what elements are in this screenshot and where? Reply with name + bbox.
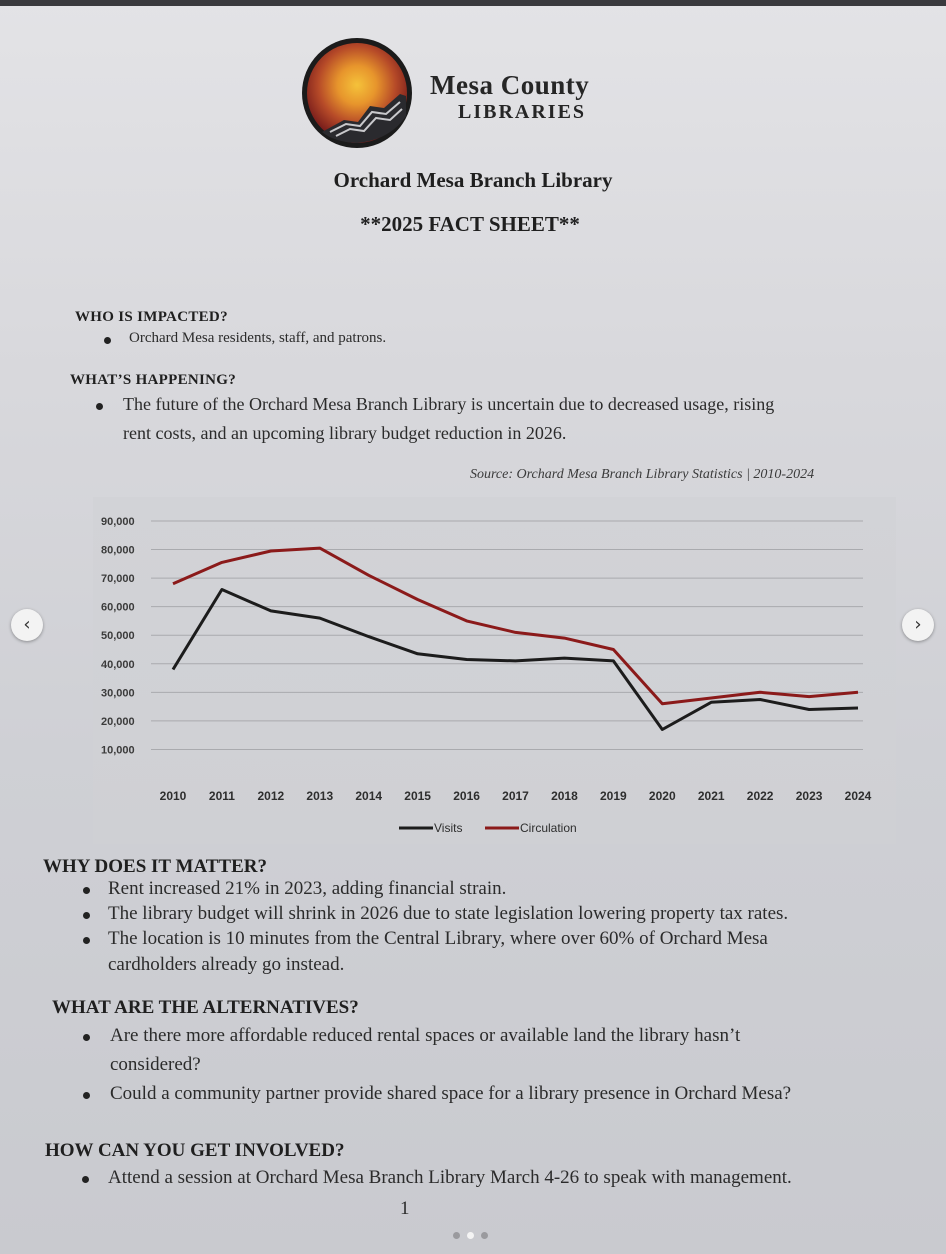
bullet-dot bbox=[83, 1034, 90, 1041]
bullet-dot bbox=[82, 1176, 89, 1183]
page-subtitle: **2025 FACT SHEET** bbox=[360, 212, 580, 236]
bullet-dot bbox=[96, 403, 103, 410]
y-tick-label: 50,000 bbox=[101, 630, 135, 643]
who-heading: WHO IS IMPACTED? bbox=[75, 309, 228, 325]
page-title: Orchard Mesa Branch Library bbox=[333, 168, 613, 192]
page-number: 1 bbox=[400, 1198, 410, 1219]
x-tick-label: 2016 bbox=[453, 789, 480, 803]
bullet-dot bbox=[83, 937, 90, 944]
x-tick-label: 2014 bbox=[355, 789, 383, 803]
alternatives-heading: WHAT ARE THE ALTERNATIVES? bbox=[52, 997, 359, 1018]
y-tick-label: 40,000 bbox=[101, 658, 135, 671]
y-tick-label: 10,000 bbox=[101, 744, 135, 757]
legend-label: Circulation bbox=[520, 821, 577, 835]
y-tick-label: 20,000 bbox=[101, 715, 135, 728]
x-tick-label: 2010 bbox=[159, 789, 187, 803]
what-bullet-line2: rent costs, and an upcoming library budget reduction in 2026. bbox=[123, 423, 567, 443]
x-tick-label: 2011 bbox=[208, 789, 235, 803]
x-tick-label: 2015 bbox=[404, 789, 431, 803]
involved-heading: HOW CAN YOU GET INVOLVED? bbox=[45, 1140, 345, 1161]
why-bullet-3-line1: The location is 10 minutes from the Central Library, where over 60% of Orchard Mesa bbox=[108, 928, 768, 949]
x-tick-label: 2021 bbox=[697, 789, 725, 803]
series-line-visits bbox=[173, 590, 858, 730]
y-tick-label: 70,000 bbox=[101, 573, 135, 586]
alternatives-bullet-1-line1: Are there more affordable reduced rental spaces or available land the library hasn’t bbox=[110, 1025, 741, 1046]
why-bullet-3-line2: cardholders already go instead. bbox=[108, 954, 345, 975]
chevron-left-icon: ‹ bbox=[23, 614, 31, 635]
chevron-right-icon: › bbox=[914, 614, 922, 635]
x-tick-label: 2023 bbox=[795, 789, 823, 803]
y-tick-label: 80,000 bbox=[101, 544, 135, 557]
x-tick-label: 2012 bbox=[257, 789, 285, 803]
what-bullet-line1: The future of the Orchard Mesa Branch Library is uncertain due to decreased usage, rising bbox=[123, 394, 775, 414]
y-tick-label: 30,000 bbox=[101, 687, 135, 700]
why-heading: WHY DOES IT MATTER? bbox=[43, 856, 267, 877]
carousel-prev-button[interactable] bbox=[11, 609, 43, 641]
bullet-dot bbox=[83, 1092, 90, 1099]
brand-name: Mesa County bbox=[430, 70, 590, 100]
mesa-county-libraries-logo bbox=[300, 36, 414, 150]
usage-chart bbox=[93, 497, 896, 844]
x-tick-label: 2013 bbox=[306, 789, 334, 803]
carousel-dot[interactable] bbox=[481, 1232, 488, 1239]
carousel-dot[interactable] bbox=[453, 1232, 460, 1239]
chart-source-note: Source: Orchard Mesa Branch Library Statistics | 2010-2024 bbox=[470, 467, 815, 482]
x-tick-label: 2019 bbox=[600, 789, 627, 803]
carousel-next-button[interactable] bbox=[902, 609, 934, 641]
bullet-dot bbox=[104, 337, 111, 344]
x-tick-label: 2022 bbox=[746, 789, 774, 803]
x-tick-label: 2018 bbox=[551, 789, 578, 803]
top-edge-shadow bbox=[0, 0, 946, 6]
x-tick-label: 2024 bbox=[844, 789, 872, 803]
y-tick-label: 90,000 bbox=[101, 516, 135, 528]
involved-bullet-1: Attend a session at Orchard Mesa Branch Library March 4-26 to speak with management. bbox=[108, 1167, 792, 1188]
brand-subtitle: LIBRARIES bbox=[458, 101, 587, 123]
x-tick-label: 2017 bbox=[502, 789, 529, 803]
who-bullet: Orchard Mesa residents, staff, and patrons. bbox=[129, 330, 387, 346]
why-bullet-2: The library budget will shrink in 2026 due to state legislation lowering property tax rates. bbox=[108, 903, 789, 924]
line-chart-svg bbox=[93, 497, 896, 844]
bullet-dot bbox=[83, 912, 90, 919]
x-tick-label: 2020 bbox=[648, 789, 676, 803]
bullet-dot bbox=[83, 887, 90, 894]
alternatives-bullet-1-line2: considered? bbox=[110, 1054, 201, 1075]
legend-label: Visits bbox=[434, 821, 463, 835]
carousel-dot-active[interactable] bbox=[467, 1232, 474, 1239]
what-heading: WHAT’S HAPPENING? bbox=[70, 372, 237, 388]
y-tick-label: 60,000 bbox=[101, 601, 135, 614]
why-bullet-1: Rent increased 21% in 2023, adding financial strain. bbox=[108, 878, 507, 899]
alternatives-bullet-2: Could a community partner provide shared space for a library presence in Orchard Mesa? bbox=[110, 1083, 792, 1104]
series-line-circulation bbox=[173, 548, 858, 704]
